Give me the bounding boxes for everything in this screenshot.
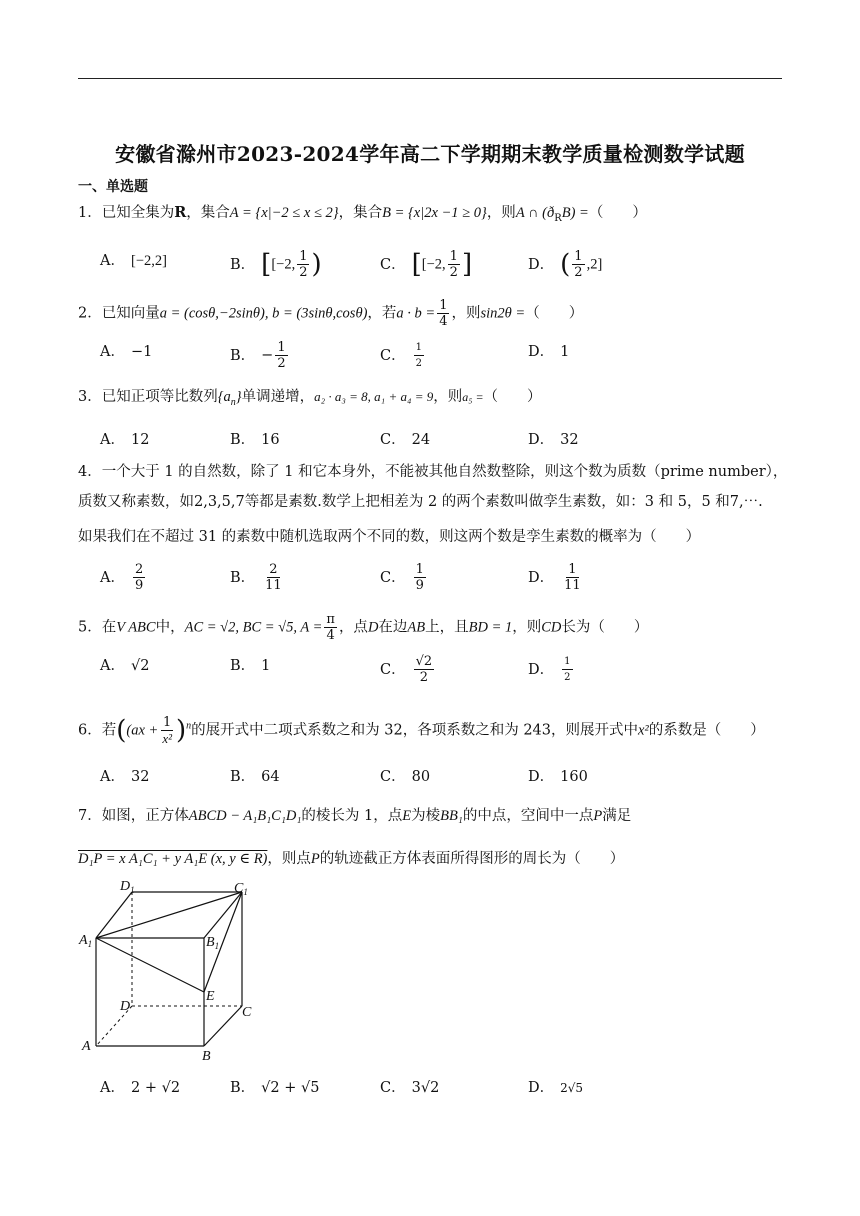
option-a[interactable]: A． $\frac{2}{9}$ <box>100 562 144 593</box>
page-title: 安徽省滁州市2023-2024学年高二下学期期末教学质量检测数学试题 <box>115 142 745 166</box>
segment-a1c1 <box>96 892 242 938</box>
question-1: 1．已知全集为R，集合A = {x|−2 ≤ x ≤ 2}，集合B = {x|2x −1 ≥ 0}，则A ∩ $(ð_RB)$ =（ ） <box>78 204 647 224</box>
edge-bc <box>204 1006 242 1046</box>
option-b[interactable]: B． − $\frac{1}{2}$ <box>230 340 286 371</box>
question-1-options <box>100 249 780 280</box>
question-4-line-2: 质数又称素数，如2,3,5,7等都是素数.数学上把相差为 2 的两个素数叫做孪生素数，如：3 和 5，5 和7,⋯. <box>78 494 763 510</box>
option-d[interactable]: D． 160 <box>528 769 588 785</box>
option-c[interactable]: C． [[−2, $\frac{1}{2}$ ] <box>380 249 473 280</box>
option-a[interactable]: A． √2 <box>100 658 150 674</box>
edge-a1d1 <box>96 892 132 938</box>
question-4-line-3: 如果我们在不超过 31 的素数中随机选取两个不同的数，则这两个数是孪生素数的概率为（ ） <box>78 529 701 545</box>
question-3: 3．已知正项等比数列$\{a_n\}$单调递增，a₂ · a₃ = 8, a₁ + a₄ = 9，则a₅ =（ ） <box>78 389 542 408</box>
section-heading: 一、单选题 <box>78 179 148 195</box>
option-a[interactable]: A． 12 <box>100 432 150 448</box>
question-7-line-1: 7．如图，正方体ABCD − A₁B₁C₁D₁的棱长为 1，点E为棱BB₁的中点，空间中一点P满足 <box>78 808 632 824</box>
option-a[interactable]: A． −1 <box>100 344 153 360</box>
label-d1: $D_1$ <box>120 879 135 895</box>
label-c1: $C_1$ <box>234 881 248 897</box>
header-rule <box>78 78 782 79</box>
question-3-options <box>100 428 780 454</box>
label-a1: $A_1$ <box>79 933 93 949</box>
option-c[interactable]: C． $\frac{1}{9}$ <box>380 562 424 593</box>
option-b[interactable]: B． 64 <box>230 769 280 785</box>
option-d[interactable]: D． $\frac{1}{2}$ <box>528 656 571 683</box>
option-c[interactable]: C． 80 <box>380 769 431 785</box>
option-c[interactable]: C． 3√2 <box>380 1080 440 1096</box>
edge-b1c1 <box>204 892 242 938</box>
question-7-options <box>100 1076 780 1102</box>
question-4-line-1: 4．一个大于 1 的自然数，除了 1 和它本身外，不能被其他自然数整除，则这个数为质数（prime number）， <box>78 464 788 480</box>
option-a[interactable]: A． 2 + √2 <box>100 1080 181 1096</box>
option-d[interactable]: D． 1 <box>528 344 570 360</box>
option-d[interactable]: D． $\frac{1}{11}$ <box>528 562 581 593</box>
question-4-options <box>100 562 780 593</box>
option-d[interactable]: D． 32 <box>528 432 579 448</box>
question-6: 6．若((ax + $\frac{1}{\text{x²}}$ )$^n$的展开式中二项式系数之和为 32，各项系数之和为 243，则展开式中x²的系数是（ ） <box>78 715 765 746</box>
question-6-options <box>100 765 780 791</box>
label-b: B <box>202 1049 211 1064</box>
question-2: 2．已知向量a = (cosθ,−2sinθ), b = (3sinθ,cosθ)，若a · b = $\frac{1}{4}$ ，则sin2θ =（ ） <box>78 298 584 329</box>
option-c[interactable]: C． 24 <box>380 432 431 448</box>
question-7-line-2: D₁P = x A₁C₁ + y A₁E (x, y ∈ R)，则点P的轨迹截正方体表面所得图形的周长为（ ） <box>78 851 625 867</box>
option-b[interactable]: B． $\frac{2}{11}$ <box>230 562 282 593</box>
question-2-options <box>100 340 780 371</box>
label-a: A <box>82 1039 91 1054</box>
label-b1: $B_1$ <box>206 935 220 951</box>
option-a[interactable]: A． 32 <box>100 769 150 785</box>
label-d: D <box>120 999 131 1014</box>
cube-figure <box>74 878 274 1068</box>
option-b[interactable]: B． 16 <box>230 432 280 448</box>
segment-a1e <box>96 938 204 992</box>
option-c[interactable]: C． $\frac{√2}{2}$ <box>380 654 433 685</box>
option-c[interactable]: C． $\frac{1}{2}$ <box>380 342 422 369</box>
option-d[interactable]: D． 2√5 <box>528 1080 584 1096</box>
question-5: 5．在V ABC中，AC = √2, BC = √5, A = $\frac{\pi}{4}$ ，点D在边AB上，且BD = 1，则CD长为（ ） <box>78 612 649 643</box>
label-e: E <box>206 989 215 1004</box>
option-b[interactable]: B． 1 <box>230 658 271 674</box>
label-c: C <box>242 1005 252 1020</box>
option-a[interactable]: A． [−2,2] <box>100 253 167 269</box>
option-b[interactable]: B． √2 + √5 <box>230 1080 320 1096</box>
option-d[interactable]: D． ( $\frac{1}{2}$ ,2] <box>528 249 603 280</box>
question-5-options <box>100 654 780 685</box>
option-b[interactable]: B． [[−2, $\frac{1}{2}$ ) <box>230 249 322 280</box>
